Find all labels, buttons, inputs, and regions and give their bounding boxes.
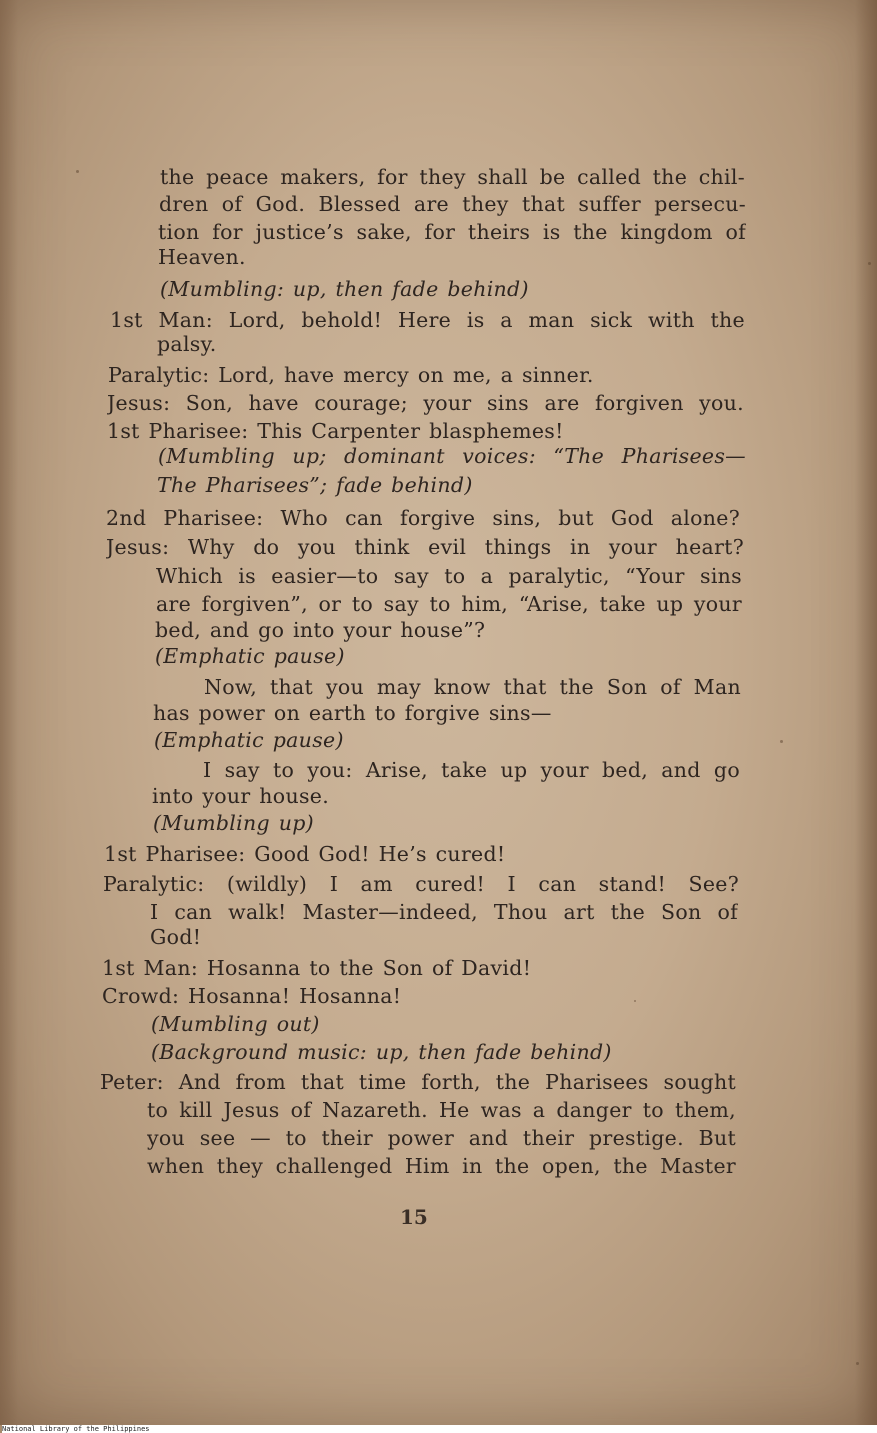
text-line: to kill Jesus of Nazareth. He was a danger to them,	[147, 1098, 736, 1122]
dialogue-line: 1st Man: Hosanna to the Son of David!	[102, 956, 532, 980]
dialogue-line: Crowd: Hosanna! Hosanna!	[102, 984, 402, 1008]
dialogue-line: Jesus: Son, have courage; your sins are forgiven you.	[107, 391, 744, 415]
page-edge-shadow-left	[0, 0, 18, 1425]
dialogue-line: 2nd Pharisee: Who can forgive sins, but God alone?	[106, 506, 740, 530]
paper-speck	[780, 740, 783, 743]
paper-speck	[856, 1362, 859, 1365]
page-number: 15	[400, 1205, 428, 1229]
text-line: into your house.	[152, 784, 330, 808]
dialogue-line: Jesus: Why do you think evil things in your heart?	[106, 535, 744, 559]
dialogue-line: Paralytic: (wildly) I am cured! I can stand! See?	[103, 872, 739, 896]
stage-direction: (Emphatic pause)	[154, 728, 344, 752]
dialogue-line: 1st Man: Lord, behold! Here is a man sick with the	[110, 308, 745, 332]
text-line: are forgiven”, or to say to him, “Arise, take up your	[156, 592, 742, 616]
dialogue-line: 1st Pharisee: This Carpenter blasphemes!	[107, 419, 564, 443]
stage-direction: (Background music: up, then fade behind)	[151, 1040, 612, 1064]
stage-direction: (Mumbling out)	[151, 1012, 320, 1036]
stage-direction: (Mumbling: up, then fade behind)	[160, 277, 529, 301]
stage-direction: (Mumbling up; dominant voices: “The Pharisees—	[158, 444, 746, 468]
text-line: the peace makers, for they shall be called the chil-	[160, 165, 745, 189]
text-line: Which is easier—to say to a paralytic, “Your sins	[156, 564, 742, 588]
text-line: Now, that you may know that the Son of Man	[204, 675, 741, 699]
paper-speck	[634, 1000, 636, 1002]
text-line: you see — to their power and their prestige. But	[147, 1126, 736, 1150]
page-edge-shadow-right	[855, 0, 877, 1425]
text-line: tion for justice’s sake, for theirs is the kingdom of	[158, 220, 746, 244]
text-line: palsy.	[157, 332, 217, 356]
text-line: Heaven.	[158, 245, 246, 269]
text-line: I can walk! Master—indeed, Thou art the Son of	[150, 900, 738, 924]
text-line: God!	[150, 925, 202, 949]
text-line: dren of God. Blessed are they that suffer persecu-	[159, 192, 746, 216]
dialogue-line: 1st Pharisee: Good God! He’s cured!	[104, 842, 506, 866]
dialogue-line: Paralytic: Lord, have mercy on me, a sinner.	[108, 363, 594, 387]
text-line: I say to you: Arise, take up your bed, and go	[203, 758, 740, 782]
text-line: bed, and go into your house”?	[155, 618, 486, 642]
paper-speck	[868, 262, 871, 265]
text-line: has power on earth to forgive sins—	[153, 701, 552, 725]
scan-credit: National Library of the Philippines	[2, 1425, 877, 1433]
text-line: when they challenged Him in the open, the Master	[147, 1154, 736, 1178]
stage-direction: (Emphatic pause)	[155, 644, 345, 668]
stage-direction: (Mumbling up)	[153, 811, 314, 835]
dialogue-line: Peter: And from that time forth, the Pharisees sought	[100, 1070, 736, 1094]
stage-direction: The Pharisees”; fade behind)	[157, 473, 473, 497]
paper-speck	[76, 170, 79, 173]
